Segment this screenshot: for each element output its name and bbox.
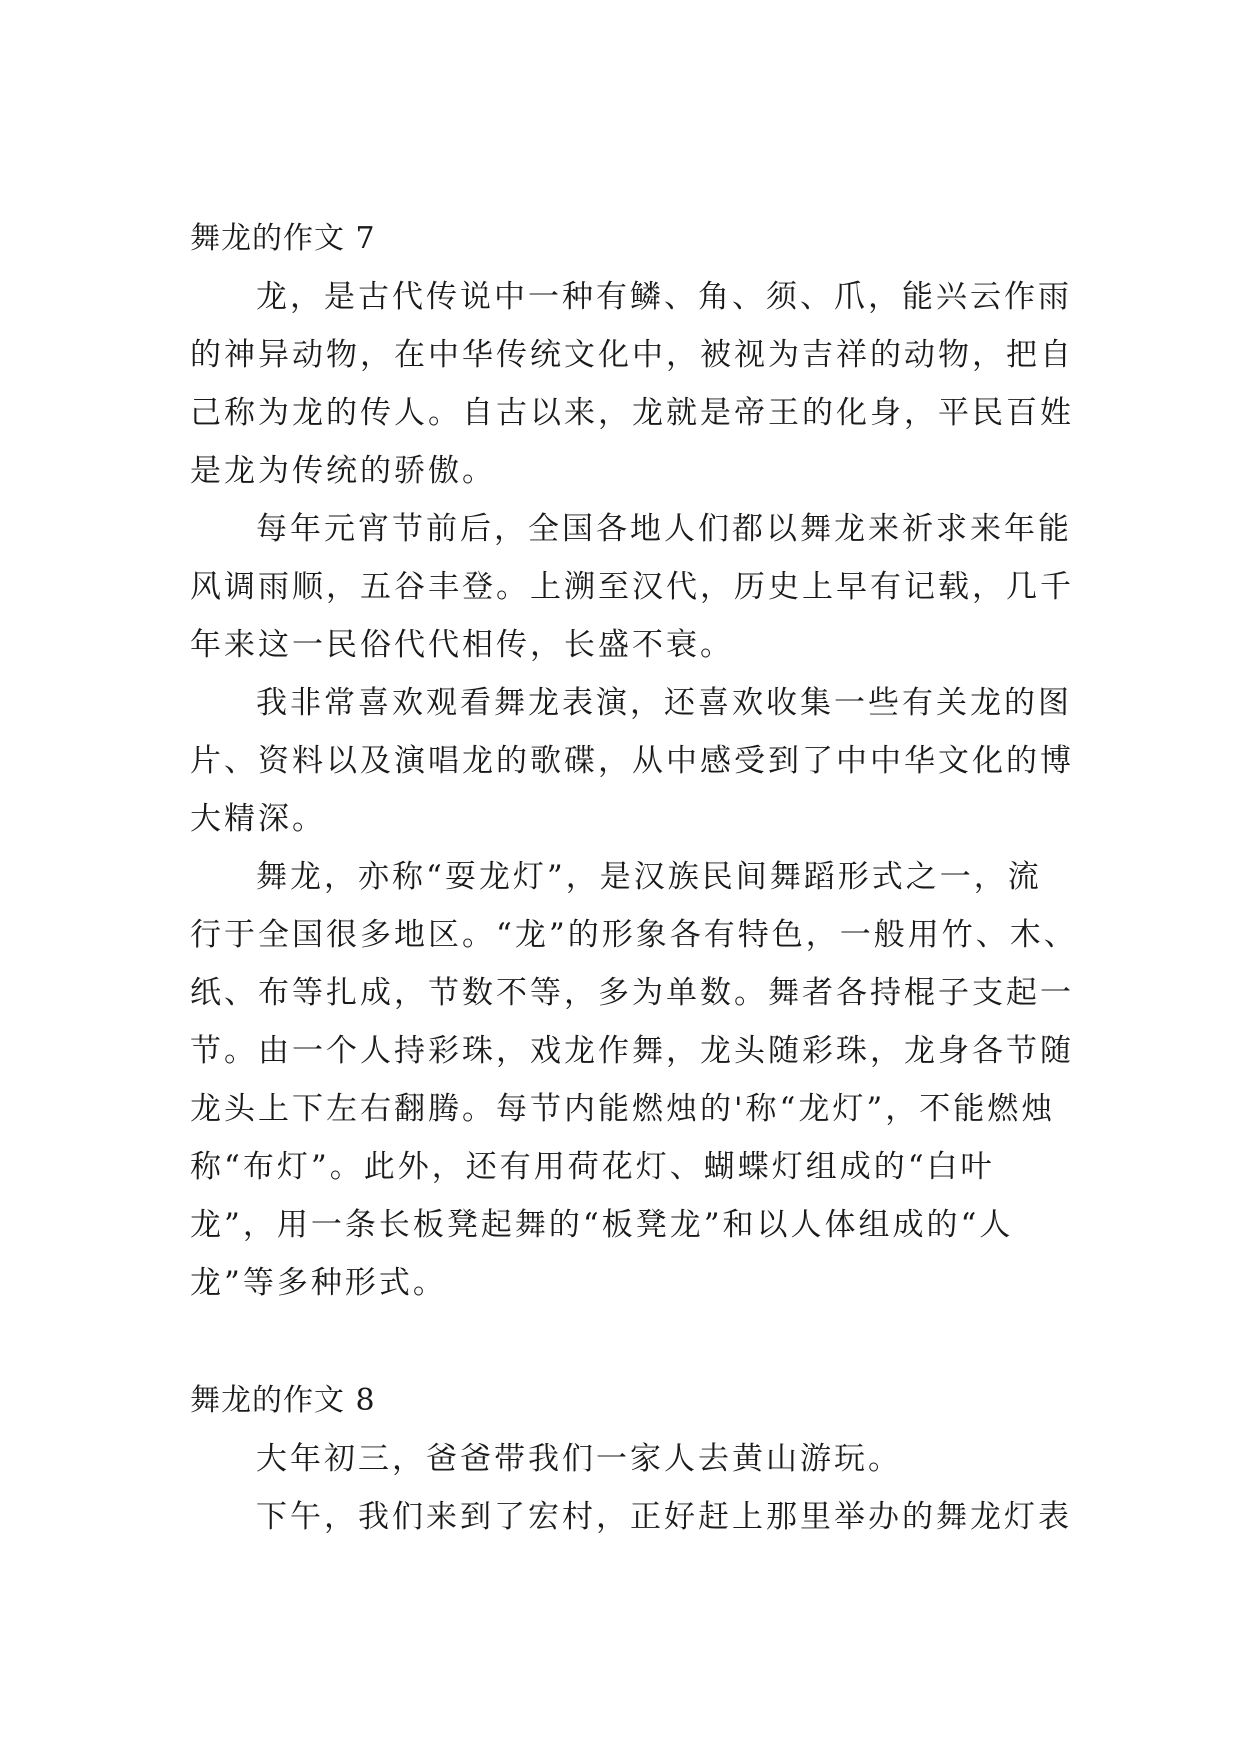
- text-line: 我非常喜欢观看舞龙表演，还喜欢收集一些有关龙的图: [256, 685, 1072, 721]
- text-line: 舞龙，亦称“耍龙灯”，是汉族民间舞蹈形式之一，流: [256, 859, 1042, 895]
- text-line: 己称为龙的传人。自古以来，龙就是帝王的化身，平民百姓: [190, 395, 1074, 431]
- text-line: 片、资料以及演唱龙的歌碟，从中感受到了中中华文化的博: [190, 743, 1074, 779]
- text-line: 龙”，用一条长板凳起舞的“板凳龙”和以人体组成的“人: [190, 1207, 1014, 1243]
- text-line: 每年元宵节前后，全国各地人们都以舞龙来祈求来年能: [256, 511, 1072, 547]
- essay-section-8: [190, 1372, 1090, 1546]
- section-title: 舞龙的作文 7: [190, 221, 376, 256]
- essay-section-7: [190, 210, 1090, 1312]
- text-line: 的神异动物，在中华传统文化中，被视为吉祥的动物，把自: [190, 337, 1074, 373]
- text-line: 纸、布等扎成，节数不等，多为单数。舞者各持棍子支起一: [190, 975, 1074, 1011]
- text-line: 龙”等多种形式。: [190, 1265, 447, 1301]
- text-line: 节。由一个人持彩珠，戏龙作舞，龙头随彩珠，龙身各节随: [190, 1033, 1074, 1069]
- text-line: 行于全国很多地区。“龙”的形象各有特色，一般用竹、木、: [190, 917, 1078, 953]
- text-line: 大精深。: [190, 801, 326, 837]
- text-line: 风调雨顺，五谷丰登。上溯至汉代，历史上早有记载，几千: [190, 569, 1074, 605]
- section-title: 舞龙的作文 8: [190, 1383, 376, 1418]
- text-line: 下午，我们来到了宏村，正好赶上那里举办的舞龙灯表: [256, 1499, 1072, 1535]
- text-line: 是龙为传统的骄傲。: [190, 453, 496, 489]
- text-line: 大年初三，爸爸带我们一家人去黄山游玩。: [256, 1441, 902, 1477]
- paragraph: [190, 674, 1090, 848]
- text-line: 称“布灯”。此外，还有用荷花灯、蝴蝶灯组成的“白叶: [190, 1149, 995, 1185]
- text-line: 年来这一民俗代代相传，长盛不衰。: [190, 627, 734, 663]
- paragraph: [190, 268, 1090, 500]
- paragraph: [190, 848, 1090, 1312]
- text-line: 龙，是古代传说中一种有鳞、角、须、爪，能兴云作雨: [256, 279, 1072, 315]
- paragraph: [190, 500, 1090, 674]
- text-line: 龙头上下左右翻腾。每节内能燃烛的'称“龙灯”，不能燃烛: [190, 1091, 1056, 1127]
- paragraph: [190, 1488, 1090, 1546]
- paragraph: [190, 1430, 1090, 1488]
